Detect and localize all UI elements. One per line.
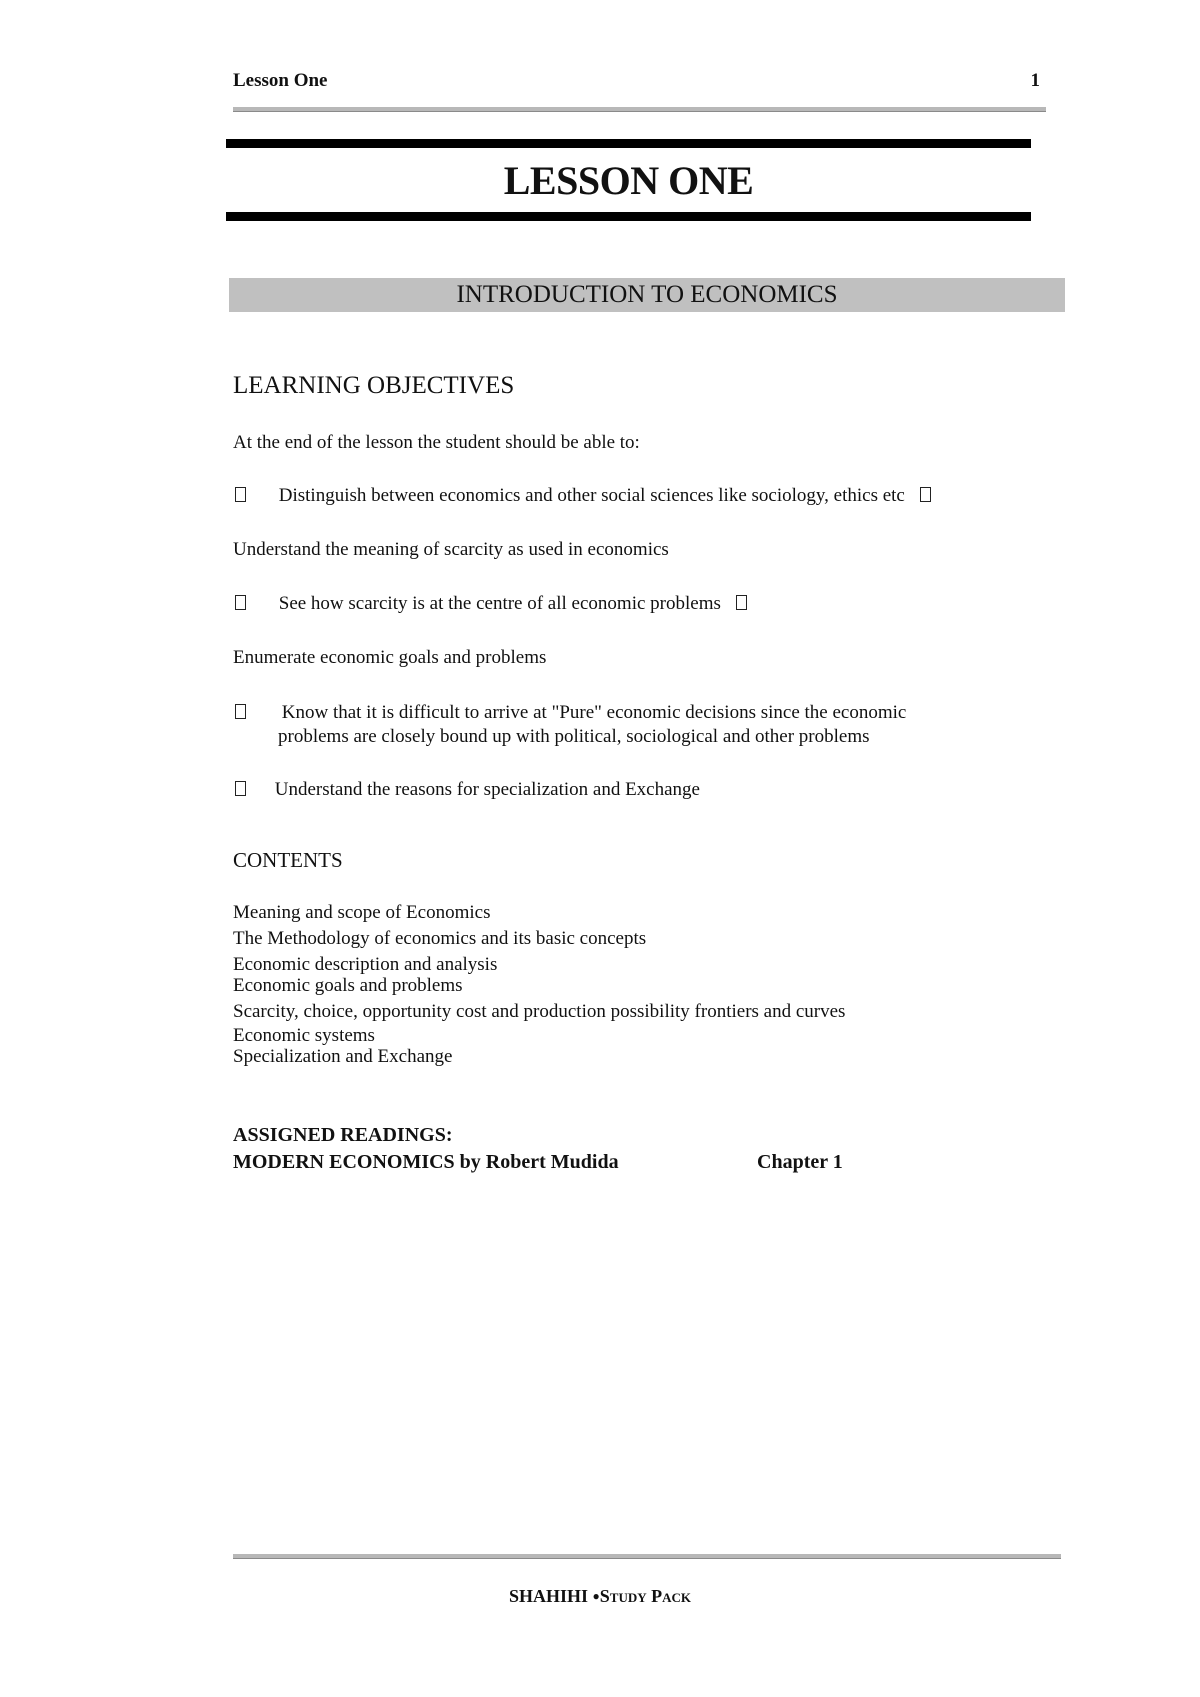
footer xyxy=(0,1586,1200,1607)
objective-text: Distinguish between economics and other social sciences like sociology, ethics etc xyxy=(278,485,905,506)
contents-item: Economic systems xyxy=(233,1025,375,1046)
readings-heading: ASSIGNED READINGS: xyxy=(233,1124,453,1146)
running-header-title: Lesson One xyxy=(233,70,328,91)
readings-chapter: Chapter 1 xyxy=(757,1151,843,1173)
bullet-dot-icon: ● xyxy=(592,1589,600,1603)
objective-text: Understand the reasons for specialization and Exchange xyxy=(274,779,700,800)
header-rule xyxy=(233,107,1046,112)
objective-item xyxy=(235,702,1085,724)
objectives-intro: At the end of the lesson the student should be able to: xyxy=(233,432,640,453)
objective-item xyxy=(235,485,1035,507)
lesson-subtitle-text: INTRODUCTION TO ECONOMICS xyxy=(456,281,838,308)
lesson-subtitle xyxy=(229,278,1065,312)
contents-heading: CONTENTS xyxy=(233,848,343,872)
contents-item: The Methodology of economics and its basic concepts xyxy=(233,928,647,949)
checkbox-bullet-icon xyxy=(235,487,246,502)
objective-text-line-2: problems are closely bound up with political, sociological and other problems xyxy=(278,726,870,747)
checkbox-bullet-icon xyxy=(736,595,747,610)
objective-text: See how scarcity is at the centre of all economic problems xyxy=(278,593,721,614)
footer-publisher: SHAHIHI xyxy=(508,1586,589,1606)
footer-series: Study Pack xyxy=(599,1586,691,1606)
contents-item: Meaning and scope of Economics xyxy=(233,902,491,923)
contents-list xyxy=(233,901,845,1069)
contents-item: Economic description and analysis xyxy=(233,954,498,975)
checkbox-bullet-icon xyxy=(235,595,246,610)
objective-item: Understand the meaning of scarcity as used in economics xyxy=(233,539,669,560)
readings-book: MODERN ECONOMICS by Robert Mudida xyxy=(233,1151,619,1173)
contents-item: Scarcity, choice, opportunity cost and production possibility frontiers and curves xyxy=(233,1001,846,1022)
checkbox-bullet-icon xyxy=(235,704,246,719)
objectives-heading: LEARNING OBJECTIVES xyxy=(233,372,515,399)
footer-rule xyxy=(233,1554,1061,1559)
contents-item: Economic goals and problems xyxy=(233,975,463,996)
objective-text-line-1: Know that it is difficult to arrive at "Pure" economic decisions since the economic xyxy=(281,702,907,723)
contents-item: Specialization and Exchange xyxy=(233,1046,453,1067)
objective-item: Enumerate economic goals and problems xyxy=(233,647,547,668)
title-bottom-bar xyxy=(226,212,1031,221)
checkbox-bullet-icon xyxy=(920,487,931,502)
checkbox-bullet-icon xyxy=(235,781,246,796)
objective-item xyxy=(235,593,1035,615)
page-number: 1 xyxy=(1030,70,1040,91)
title-top-bar xyxy=(226,139,1031,148)
objective-item xyxy=(235,779,1035,801)
lesson-title: LESSON ONE xyxy=(503,158,754,203)
